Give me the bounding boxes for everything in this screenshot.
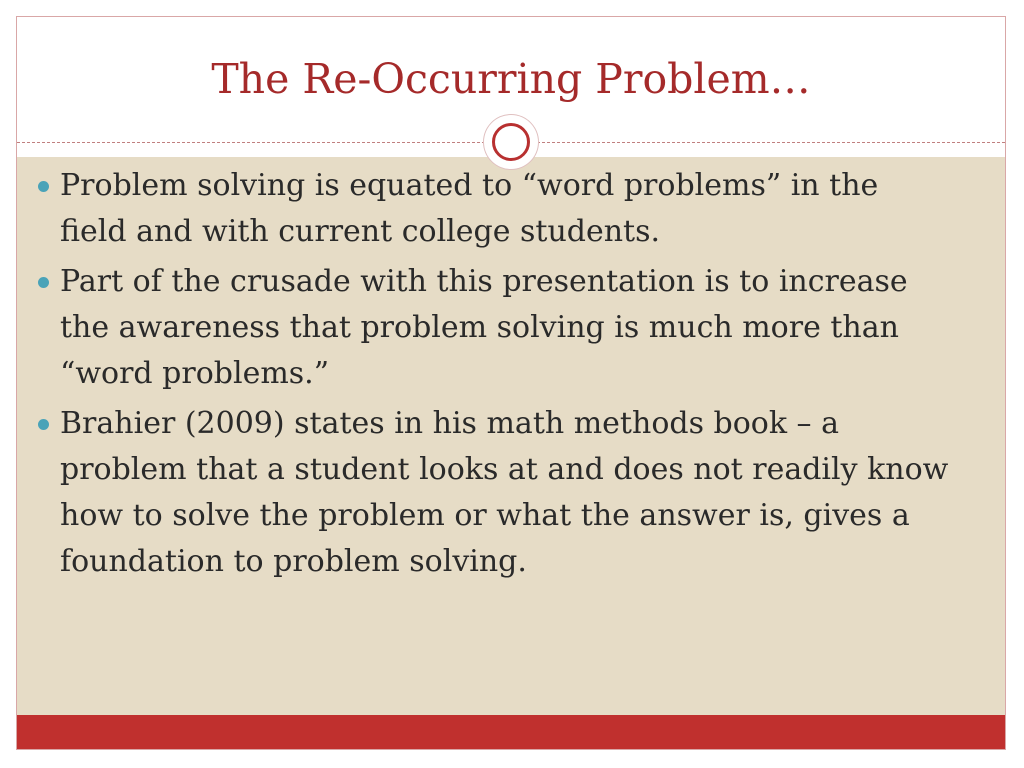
footer-bar (17, 715, 1005, 749)
bullet-list (38, 163, 953, 589)
bullet-item (38, 259, 953, 397)
bullet-dot-icon (38, 419, 49, 430)
ornament-ring (492, 123, 530, 161)
bullet-text: Brahier (2009) states in his math methods book – a problem that a student looks at and does not readily know how to solve the problem or what the answer is, gives a foundation to problem solving. (60, 406, 949, 579)
bullet-text: Problem solving is equated to “word problems” in the field and with current college students. (60, 168, 879, 249)
bullet-text: Part of the crusade with this presentation is to increase the awareness that problem solving is much more than “word problems.” (60, 264, 908, 391)
slide-title: The Re-Occurring Problem… (211, 55, 811, 103)
bullet-dot-icon (38, 277, 49, 288)
bullet-dot-icon (38, 181, 49, 192)
bullet-item (38, 163, 953, 255)
bullet-item (38, 401, 953, 585)
circle-ring-icon (484, 115, 538, 169)
